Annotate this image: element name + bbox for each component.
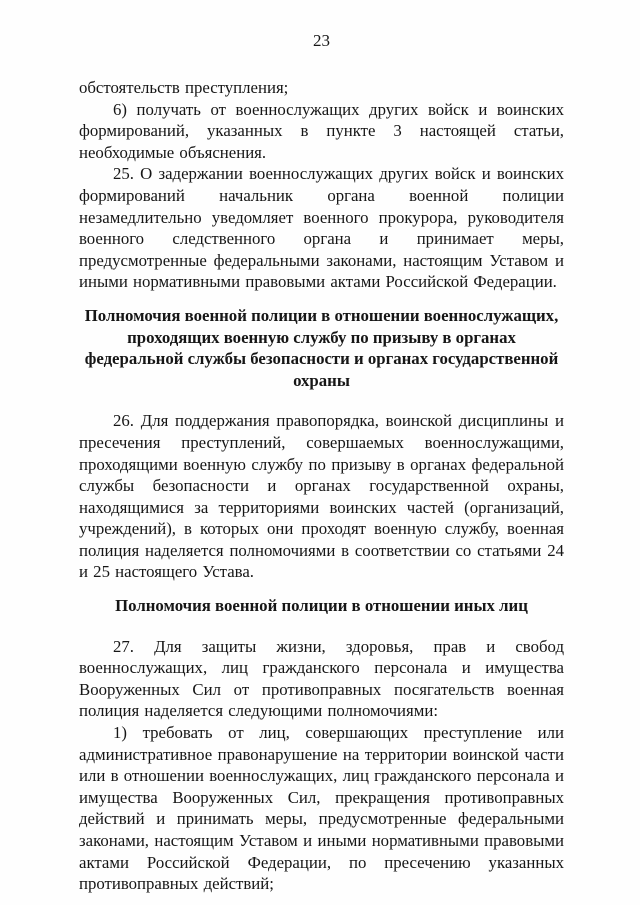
paragraph-25: 25. О задержании военнослужащих других войск и воинских формирований начальник органа военной полиции незамедлительно уведомляет военного прокурора, руководителя военного следственного органа и принимает меры, предусмотренные федеральными законами, настоящим Уставом и иными нормативными правовыми актами Российской Федерации. [79, 164, 564, 292]
list-item-6: 6) получать от военнослужащих других войск и воинских формирований, указанных в пункте 3 настоящей статьи, необходимые объяснения. [79, 99, 564, 162]
section-heading-conscripts-fsb-fso: Полномочия военной полиции в отношении военнослужащих, проходящих военную службу по призыву в органах федеральной службы безопасности и органах государственной охраны [84, 305, 559, 390]
paragraph-26: 26. Для поддержания правопорядка, воинской дисциплины и пресечения преступлений, совершаемых военнослужащими, проходящими военную службу по призыву в органах федеральной службы безопасности и органах государственной охраны, находящимися за территориями воинских частей (организаций, учреждений), в которых они проходят военную службу, военная полиция наделяется полномочиями в соответствии со статьями 24 и 25 настоящего Устава. [79, 411, 564, 582]
paragraph-continuation: обстоятельств преступления; [79, 78, 289, 97]
paragraph-27: 27. Для защиты жизни, здоровья, прав и свобод военнослужащих, лиц гражданского персонала и имущества Вооруженных Сил от противоправных посягательств военная полиция наделяется следующими полномочиями: [79, 636, 564, 721]
section-heading-other-persons: Полномочия военной полиции в отношении иных лиц [115, 596, 528, 616]
document-body [79, 77, 564, 895]
list-item-1: 1) требовать от лиц, совершающих преступление или административное правонарушение на территории воинской части или в отношении военнослужащих, лиц гражданского персонала и имущества Вооруженных Сил, прекращения противоправных действий и принимать меры, предусмотренные федеральными законами, настоящим Уставом и иными нормативными правовыми актами Российской Федерации, по пресечению указанных противоправных действий; [79, 723, 564, 894]
page-number: 23 [313, 31, 330, 50]
